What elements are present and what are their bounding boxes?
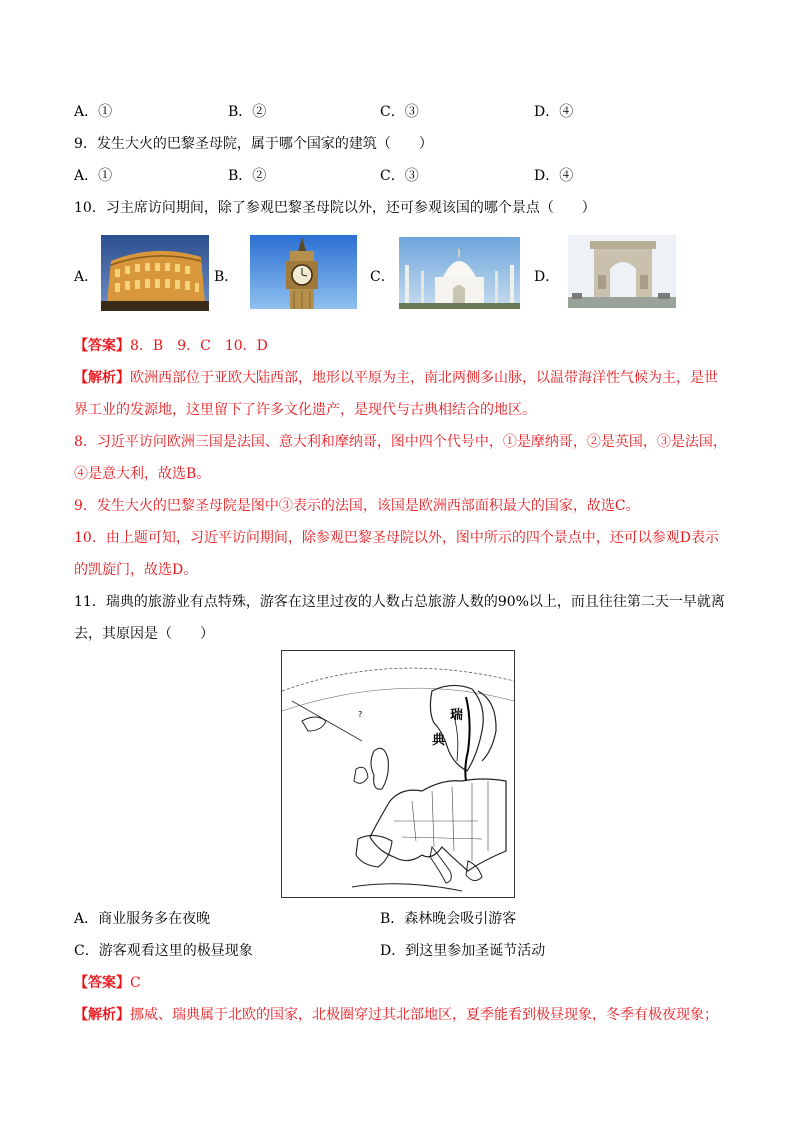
q9-stem: 9．发生大火的巴黎圣母院，属于哪个国家的建筑（ ） [74,136,433,152]
map-label-sweden-1: 瑞 [450,708,464,723]
q10-option-c-label: C． [370,269,395,285]
q11-option-d: D．到这里参加圣诞节活动 [380,943,546,959]
answer-block-1 [74,335,268,355]
analysis-label-2: 【解析】 [74,1007,130,1023]
q11-option-a: A．商业服务多在夜晚 [74,911,211,927]
q8-option-d: D．④ [534,104,574,120]
analysis-label: 【解析】 [74,370,130,386]
analysis-q10-line-2: 的凯旋门，故选D。 [74,562,198,578]
arc-de-triomphe-image [568,235,676,308]
answer-block-2 [74,972,141,992]
q8-option-a: A．① [74,104,113,120]
q8-option-b: B．② [228,104,267,120]
big-ben-image [250,235,357,309]
analysis-q8-line-2: ④是意大利，故选B。 [74,466,211,482]
q10-option-a-label: A． [74,269,99,285]
svg-text:?: ? [358,710,363,719]
map-label-sweden-2: 典 [432,733,446,748]
q9-option-a: A．① [74,168,113,184]
q10-option-d-label: D． [534,269,560,285]
europe-map [281,650,515,898]
answer-label: 【答案】 [74,338,130,354]
analysis-q9: 9．发生大火的巴黎圣母院是图中③表示的法国，该国是欧洲西部面积最大的国家，故选C。 [74,498,640,514]
taj-mahal-image [399,237,520,309]
q10-stem: 10．习主席访问期间，除了参观巴黎圣母院以外，还可参观该国的哪个景点（ ） [74,200,596,216]
analysis-line-1: 【解析】欧洲西部位于亚欧大陆西部，地形以平原为主，南北两侧多山脉，以温带海洋性气候为主，是世 [74,370,718,386]
q11-stem-line-1: 11．瑞典的旅游业有点特殊，游客在这里过夜的人数占总旅游人数的90%以上，而且往往第二天一早就离 [74,594,725,610]
q9-option-b: B．② [228,168,267,184]
q11-stem-line-2: 去，其原因是（ ） [74,626,214,642]
analysis-line-2: 界工业的发源地，这里留下了许多文化遗产，是现代与古典相结合的地区。 [74,402,536,418]
q8-option-c: C．③ [380,104,419,120]
q9-option-c: C．③ [380,168,419,184]
answer-text-2: C [130,975,141,991]
analysis-block-2: 【解析】挪威、瑞典属于北欧的国家，北极圈穿过其北部地区，夏季能看到极昼现象，冬季有极夜现象； [74,1007,718,1023]
analysis-q8-line-1: 8．习近平访问欧洲三国是法国、意大利和摩纳哥，图中四个代号中，①是摩纳哥，②是英国，③是法国， [74,434,727,450]
answer-label-2: 【答案】 [74,975,130,991]
q11-option-c: C．游客观看这里的极昼现象 [74,943,253,959]
q10-option-b-label: B． [214,269,239,285]
analysis-q10-line-1: 10．由上题可知，习近平访问期间，除参观巴黎圣母院以外，图中所示的四个景点中，还可以参观D表示 [74,530,720,546]
q11-option-b: B．森林晚会吸引游客 [380,911,517,927]
colosseum-image [101,235,209,311]
answer-text: 8．B 9．C 10．D [130,338,268,354]
q9-option-d: D．④ [534,168,574,184]
